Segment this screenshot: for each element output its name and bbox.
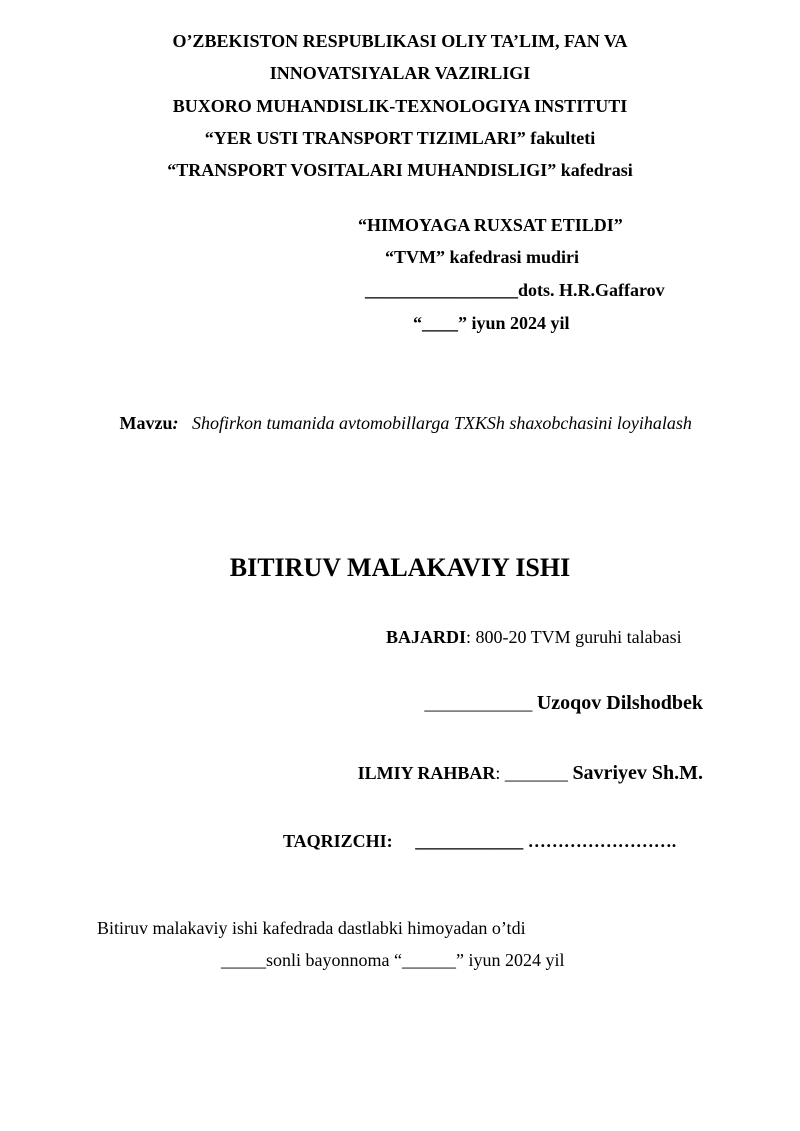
footer-protocol: _____sonli bayonnoma “______” iyun 2024 yil [221,950,565,970]
header-ministry-line2: INNOVATSIYALAR VAZIRLIGI [269,63,531,83]
supervisor-name: Savriyev Sh.M. [572,762,703,784]
header-faculty: “YER USTI TRANSPORT TIZIMLARI” fakulteti [204,128,596,148]
approval-signature: _________________dots. H.R.Gaffarov [365,280,665,300]
reviewer-label: TAQRIZCHI: [283,831,393,851]
approval-head: “TVM” kafedrasi mudiri [385,247,580,267]
document-title: BITIRUV MALAKAVIY ISHI [229,553,571,582]
approval-title: “HIMOYAGA RUXSAT ETILDI” [358,215,623,235]
header-ministry-line1: O’ZBEKISTON RESPUBLIKASI OLIY TA’LIM, FAN VA [172,31,628,51]
reviewer-line [283,830,676,852]
performer-signature-blank: ____________ [424,693,533,713]
topic-label: Mavzu [119,413,173,433]
performer-name: Uzoqov Dilshodbek [536,692,703,714]
performer-group: : 800-20 TVM guruhi talabasi [466,627,682,647]
supervisor-line [358,761,703,785]
performer-line [386,626,682,648]
header-department: “TRANSPORT VOSITALARI MUHANDISLIGI” kafedrasi [167,160,633,180]
topic-paragraph [97,407,703,439]
header-institute: BUXORO MUHANDISLIK-TEXNOLOGIYA INSTITUTI [172,96,628,116]
reviewer-blank: ____________ [415,831,524,851]
topic-text: Shofirkon tumanida avtomobillarga TXKSh shaxobchasini loyihalash [192,413,692,433]
performer-label: BAJARDI [386,627,467,647]
supervisor-label: ILMIY RAHBAR [357,763,496,783]
supervisor-blank: : _______ [495,763,568,783]
topic-colon: : [172,413,179,433]
reviewer-dots: ……………………. [527,831,677,851]
performer-signature-line [424,691,703,715]
approval-date: “____” iyun 2024 yil [413,313,570,333]
footer-defense-note: Bitiruv malakaviy ishi kafedrada dastlabki himoyadan o’tdi [97,918,526,938]
